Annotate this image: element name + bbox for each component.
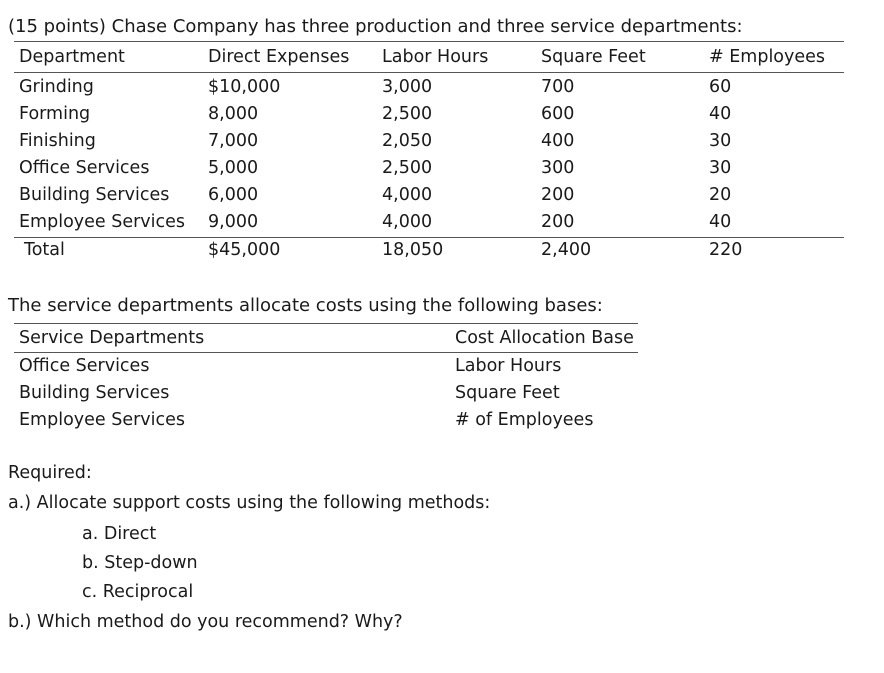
row-labor-hours: 2,500 [382,158,433,178]
method-reciprocal: c. Reciprocal [82,582,194,602]
allocation-base: Square Feet [455,383,560,403]
problem-intro: (15 points) Chase Company has three production and three service departments: [8,16,743,37]
row-direct-expenses: 6,000 [208,185,259,205]
row-department: Grinding [19,77,94,97]
row-employees: 40 [709,212,732,232]
required-part-a: a.) Allocate support costs using the following methods: [8,493,491,513]
row-labor-hours: 2,500 [382,104,433,124]
method-direct: a. Direct [82,524,157,544]
header-labor-hours: Labor Hours [382,47,489,67]
allocation-top-rule [14,323,638,324]
allocation-header-rule [14,352,638,353]
header-square-feet: Square Feet [541,47,646,67]
row-department: Forming [19,104,91,124]
row-square-feet: 600 [541,104,575,124]
service-department: Office Services [19,356,150,376]
row-direct-expenses: $10,000 [208,77,281,97]
row-labor-hours: 2,050 [382,131,433,151]
service-department: Building Services [19,383,170,403]
allocation-base: Labor Hours [455,356,562,376]
row-employees: 40 [709,104,732,124]
header-employees: # Employees [709,47,826,67]
row-square-feet: 200 [541,185,575,205]
row-department: Employee Services [19,212,186,232]
total-label: Total [24,240,65,260]
total-square-feet: 2,400 [541,240,592,260]
method-step-down: b. Step-down [82,553,198,573]
header-direct-expenses: Direct Expenses [208,47,350,67]
service-department: Employee Services [19,410,186,430]
allocation-base: # of Employees [455,410,594,430]
row-department: Office Services [19,158,150,178]
row-department: Finishing [19,131,96,151]
required-heading: Required: [8,463,92,483]
total-direct-expenses: $45,000 [208,240,281,260]
header-service-departments: Service Departments [19,328,205,348]
row-department: Building Services [19,185,170,205]
row-square-feet: 300 [541,158,575,178]
row-labor-hours: 3,000 [382,77,433,97]
row-labor-hours: 4,000 [382,185,433,205]
header-bottom-rule [14,72,844,73]
header-cost-allocation-base: Cost Allocation Base [455,328,634,348]
header-department: Department [19,47,125,67]
row-direct-expenses: 7,000 [208,131,259,151]
row-square-feet: 400 [541,131,575,151]
row-labor-hours: 4,000 [382,212,433,232]
row-employees: 30 [709,158,732,178]
row-employees: 60 [709,77,732,97]
row-direct-expenses: 9,000 [208,212,259,232]
total-top-rule [14,237,844,238]
row-square-feet: 200 [541,212,575,232]
required-part-b: b.) Which method do you recommend? Why? [8,612,403,632]
row-employees: 30 [709,131,732,151]
allocation-intro: The service departments allocate costs using the following bases: [8,295,603,316]
total-employees: 220 [709,240,743,260]
row-direct-expenses: 5,000 [208,158,259,178]
row-employees: 20 [709,185,732,205]
total-labor-hours: 18,050 [382,240,444,260]
table-top-rule [14,41,844,42]
row-direct-expenses: 8,000 [208,104,259,124]
row-square-feet: 700 [541,77,575,97]
